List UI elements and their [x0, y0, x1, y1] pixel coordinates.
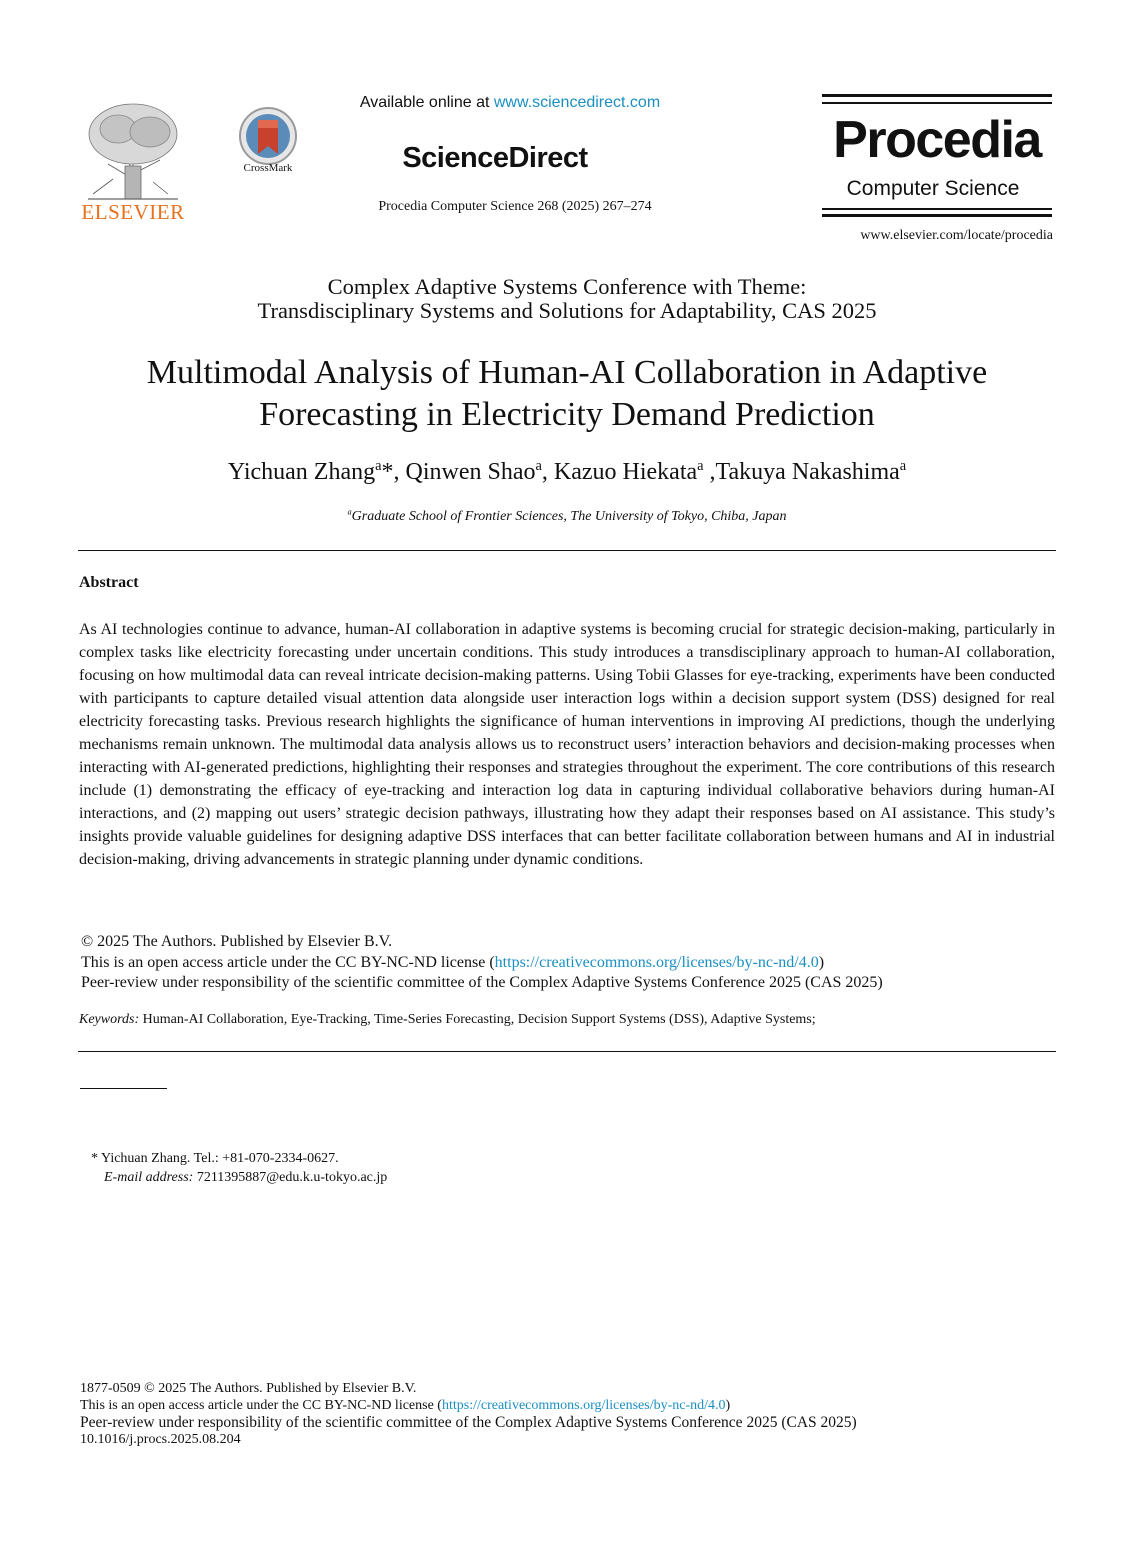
procedia-url[interactable]: www.elsevier.com/locate/procedia	[860, 228, 1053, 243]
affiliation-text: Graduate School of Frontier Sciences, The University of Tokyo, Chiba, Japan	[351, 509, 787, 524]
footnote-rule	[80, 1088, 167, 1089]
author-affiliation-mark: a	[899, 458, 907, 474]
author-affiliation-mark: a	[535, 458, 542, 474]
procedia-top-rule-thick	[822, 94, 1052, 97]
open-access-line	[81, 953, 1056, 974]
journal-reference: Procedia Computer Science 268 (2025) 267–274	[378, 199, 652, 214]
abstract-heading: Abstract	[79, 574, 139, 591]
bottom-open-access-line	[80, 1397, 1055, 1414]
bottom-license-link[interactable]: https://creativecommons.org/licenses/by-nc-nd/4.0	[441, 1398, 726, 1413]
author-separator: ,	[393, 459, 406, 485]
author-name: Kazuo Hiekata	[553, 459, 698, 485]
procedia-logo	[822, 94, 1052, 220]
copyright-line: © 2025 The Authors. Published by Elsevier B.V.	[81, 933, 393, 950]
author-name: Takuya Nakashima	[715, 459, 900, 485]
crossmark-label: CrossMark	[243, 162, 293, 174]
conference-line-2: Transdisciplinary Systems and Solutions for Adaptability, CAS 2025	[257, 298, 877, 323]
procedia-wordmark: Procedia	[833, 111, 1041, 169]
sciencedirect-logo: ScienceDirect	[402, 142, 588, 174]
author-name: Qinwen Shao	[405, 459, 536, 485]
elsevier-wordmark: ELSEVIER	[81, 200, 185, 224]
author-affiliation-mark: a	[375, 458, 382, 474]
bottom-open-access-text: This is an open access article under the CC BY-NC-ND license (	[80, 1398, 442, 1413]
abstract-body: As AI technologies continue to advance, human-AI collaboration in adaptive systems is becoming crucial for strategic decision-making, particularly in complex tasks like electricity forecasting under uncertain conditions. This study introduces a transdisciplinary approach to human-AI collaboration, focusing on how multimodal data can reveal intricate decision-making patterns. Using Tobii Glasses for eye-tracking, experiments have been conducted with participants to capture detailed visual attention data alongside user interaction logs within a decision support system (DSS) designed for real electricity forecasting tasks. Previous research highlights the significance of human interventions in improving AI predictions, though the underlying mechanisms remain unknown. The multimodal data analysis allows us to reconstruct users’ interaction behaviors and decision-making processes when interacting with AI-generated predictions, highlighting their responses and strategies throughout the experiment. The core contributions of this research include (1) demonstrating the efficacy of eye-tracking and interaction log data in capturing individual collaborative behaviors during human-AI interactions, and (2) mapping out users’ strategic decision pathways, illustrating how they adapt their responses based on AI assistance. This study’s insights provide valuable guidelines for designing adaptive DSS interfaces that can better facilitate collaboration between humans and AI in industrial decision-making, driving advancements in strategic planning under dynamic conditions.	[79, 621, 1055, 868]
author-separator: ,	[541, 459, 554, 485]
footnote-contact-line	[91, 1149, 387, 1168]
keywords	[79, 1012, 1054, 1028]
available-online-line	[300, 94, 720, 112]
section-divider-top	[78, 550, 1056, 551]
keywords-text: Human-AI Collaboration, Eye-Tracking, Time-Series Forecasting, Decision Support Systems (DSS), Adaptive Systems;	[139, 1012, 816, 1027]
author-separator: ,	[703, 459, 716, 485]
available-prefix: Available online at	[359, 94, 494, 111]
corresponding-author-footnote	[91, 1149, 387, 1187]
section-divider-bottom	[78, 1051, 1056, 1052]
issn-line: 1877-0509 © 2025 The Authors. Published by Elsevier B.V.	[80, 1381, 417, 1396]
footnote-contact: Yichuan Zhang. Tel.: +81-070-2334-0627.	[100, 1151, 339, 1166]
open-access-text: This is an open access article under the CC BY-NC-ND license (	[81, 953, 495, 971]
keywords-label: Keywords:	[79, 1012, 140, 1027]
title-line-1: Multimodal Analysis of Human-AI Collaboration in Adaptive	[146, 354, 988, 391]
footnote-email-line	[91, 1168, 387, 1187]
title-line-2: Forecasting in Electricity Demand Prediction	[259, 396, 875, 433]
affiliation	[78, 509, 1056, 525]
author-list	[78, 459, 1056, 486]
bottom-peer-review-line: Peer-review under responsibility of the scientific committee of the Complex Adaptive Systems Conference 2025 (CAS 2025)	[80, 1414, 857, 1431]
sciencedirect-link[interactable]: www.sciencedirect.com	[493, 94, 661, 111]
email-address[interactable]: 7211395887@edu.k.u-tokyo.ac.jp	[193, 1170, 388, 1185]
bottom-open-access-close: )	[725, 1398, 731, 1413]
conference-line-1: Complex Adaptive Systems Conference with Theme:	[327, 274, 807, 299]
doi-line[interactable]: 10.1016/j.procs.2025.08.204	[80, 1432, 241, 1447]
license-link[interactable]: https://creativecommons.org/licenses/by-nc-nd/4.0	[494, 953, 819, 971]
procedia-subtitle: Computer Science	[846, 177, 1020, 200]
corresponding-author-mark: *	[381, 459, 394, 485]
procedia-bottom-rule-thick	[822, 214, 1052, 217]
author-affiliation-mark: a	[697, 458, 704, 474]
affiliation-mark: a	[347, 507, 352, 517]
open-access-close: )	[818, 953, 825, 971]
procedia-top-rule-thin	[822, 102, 1052, 104]
license-notice	[81, 932, 1056, 994]
footnote-mark: *	[91, 1151, 101, 1166]
peer-review-line: Peer-review under responsibility of the scientific committee of the Complex Adaptive Systems Conference 2025 (CAS 2025)	[81, 974, 883, 991]
conference-name	[78, 275, 1056, 323]
procedia-bottom-rule-thin	[822, 208, 1052, 210]
publication-info	[80, 1380, 1055, 1448]
author-name: Yichuan Zhang	[227, 459, 376, 485]
email-label: E-mail address:	[104, 1170, 194, 1185]
paper-title	[78, 352, 1056, 436]
